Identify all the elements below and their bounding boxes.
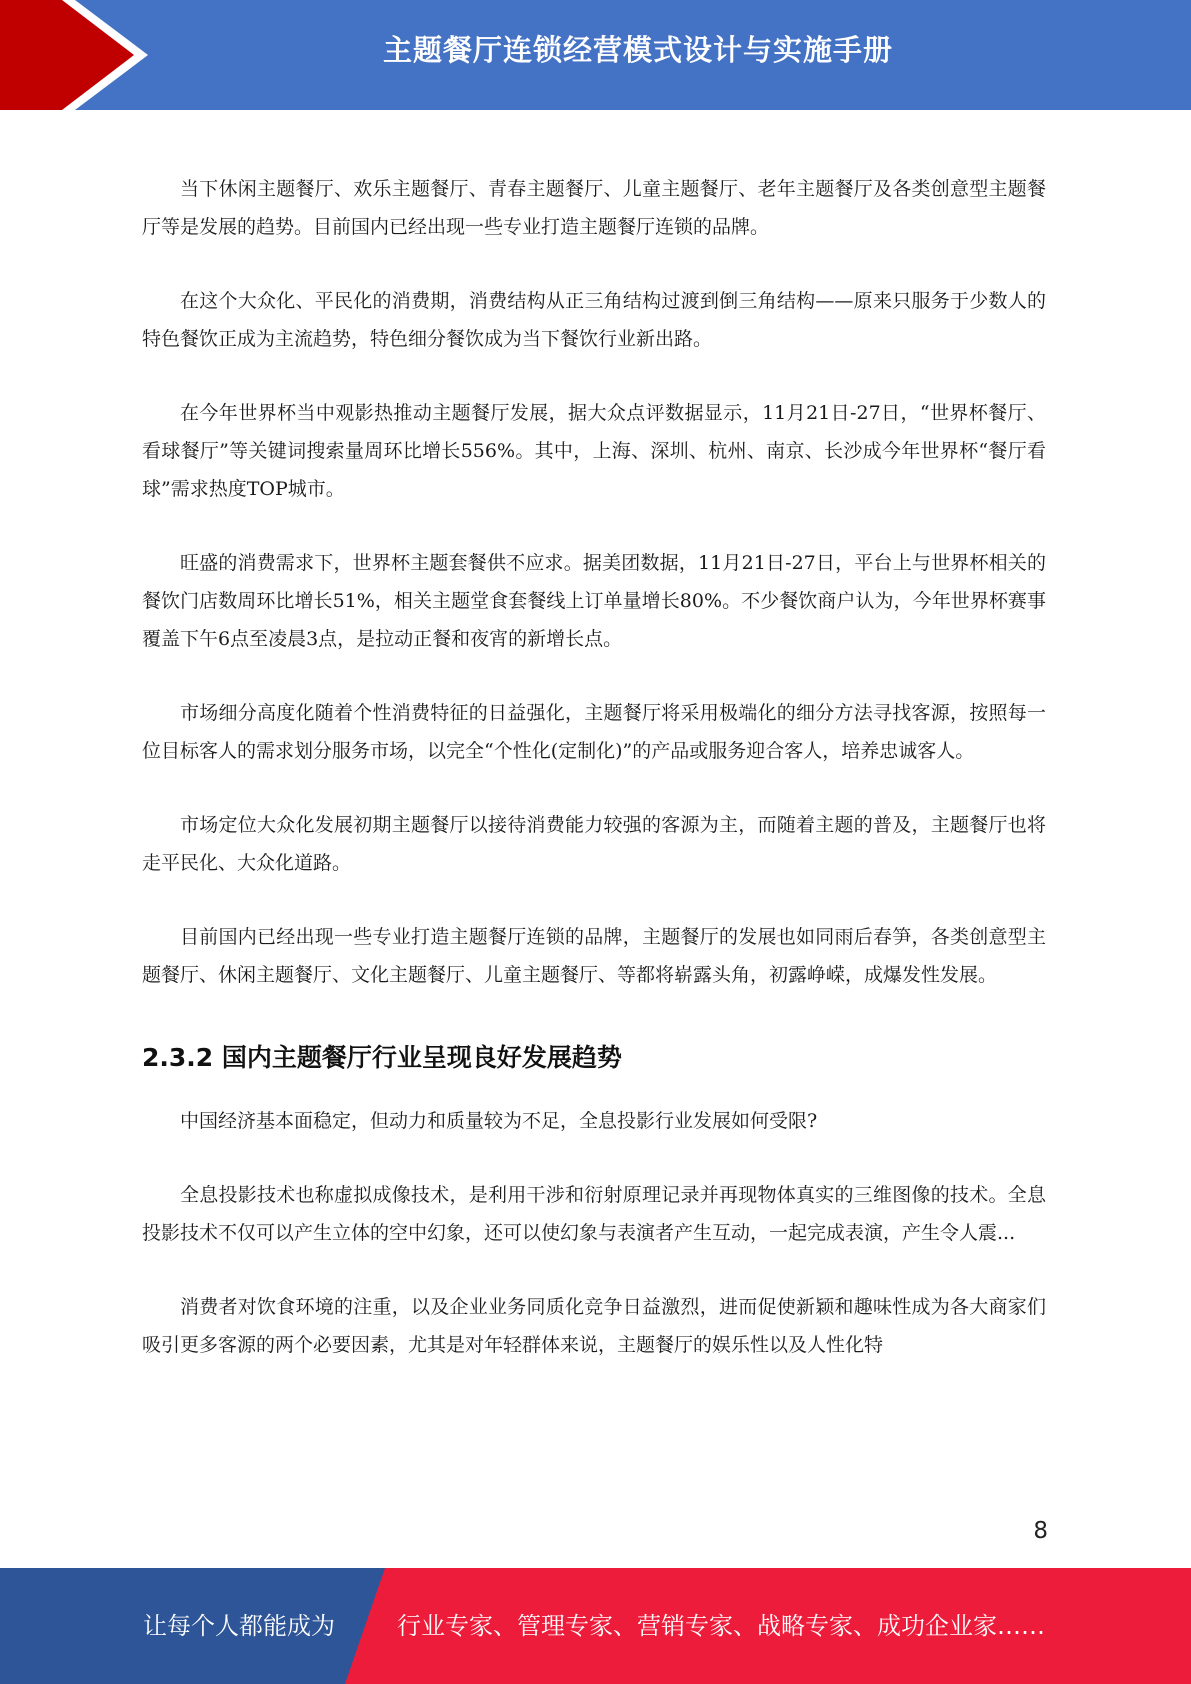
paragraph: 全息投影技术也称虚拟成像技术，是利用干涉和衍射原理记录并再现物体真实的三维图像的技术。全息投影技术不仅可以产生立体的空中幻象，还可以使幻象与表演者产生互动，一起完成表演，产生令人震... xyxy=(142,1184,1046,1244)
footer-slogan-right: 行业专家、管理专家、营销专家、战略专家、成功企业家…… xyxy=(397,1612,1045,1640)
paragraph: 市场定位大众化发展初期主题餐厅以接待消费能力较强的客源为主，而随着主题的普及，主题餐厅也将走平民化、大众化道路。 xyxy=(142,814,1046,874)
document-title: 主题餐厅连锁经营模式设计与实施手册 xyxy=(382,33,893,67)
paragraph: 当下休闲主题餐厅、欢乐主题餐厅、青春主题餐厅、儿童主题餐厅、老年主题餐厅及各类创意型主题餐厅等是发展的趋势。目前国内已经出现一些专业打造主题餐厅连锁的品牌。 xyxy=(142,178,1046,238)
section-heading: 2.3.2 国内主题餐厅行业呈现良好发展趋势 xyxy=(142,1043,622,1072)
paragraph: 目前国内已经出现一些专业打造主题餐厅连锁的品牌，主题餐厅的发展也如同雨后春笋，各类创意型主题餐厅、休闲主题餐厅、文化主题餐厅、儿童主题餐厅、等都将崭露头角，初露峥嵘，成爆发性发展。 xyxy=(142,926,1046,986)
page-header xyxy=(0,0,1191,110)
paragraph: 旺盛的消费需求下，世界杯主题套餐供不应求。据美团数据，11月21日-27日，平台上与世界杯相关的餐饮门店数周环比增长51%，相关主题堂食套餐线上订单量增长80%。不少餐饮商户认为，今年世界杯赛事覆盖下午6点至凌晨3点，是拉动正餐和夜宵的新增长点。 xyxy=(142,552,1046,650)
paragraph: 在这个大众化、平民化的消费期，消费结构从正三角结构过渡到倒三角结构——原来只服务于少数人的特色餐饮正成为主流趋势，特色细分餐饮成为当下餐饮行业新出路。 xyxy=(142,290,1046,350)
page-content xyxy=(142,170,1046,1400)
footer-slogan-left: 让每个人都能成为 xyxy=(143,1612,335,1640)
page-footer xyxy=(0,1568,1191,1684)
paragraph: 中国经济基本面稳定，但动力和质量较为不足，全息投影行业发展如何受限? xyxy=(180,1110,818,1132)
paragraph: 市场细分高度化随着个性消费特征的日益强化，主题餐厅将采用极端化的细分方法寻找客源，按照每一位目标客人的需求划分服务市场，以完全“个性化(定制化)”的产品或服务迎合客人，培养忠诚客人。 xyxy=(142,702,1046,762)
paragraph: 消费者对饮食环境的注重，以及企业业务同质化竞争日益激烈，进而促使新颖和趣味性成为各大商家们吸引更多客源的两个必要因素，尤其是对年轻群体来说，主题餐厅的娱乐性以及人性化特 xyxy=(142,1296,1046,1356)
paragraph: 在今年世界杯当中观影热推动主题餐厅发展，据大众点评数据显示，11月21日-27日，“世界杯餐厅、看球餐厅”等关键词搜索量周环比增长556%。其中，上海、深圳、杭州、南京、长沙成今年世界杯“餐厅看球”需求热度TOP城市。 xyxy=(142,402,1046,500)
page-number: 8 xyxy=(1033,1518,1048,1544)
header-arrow-decoration xyxy=(0,0,160,110)
